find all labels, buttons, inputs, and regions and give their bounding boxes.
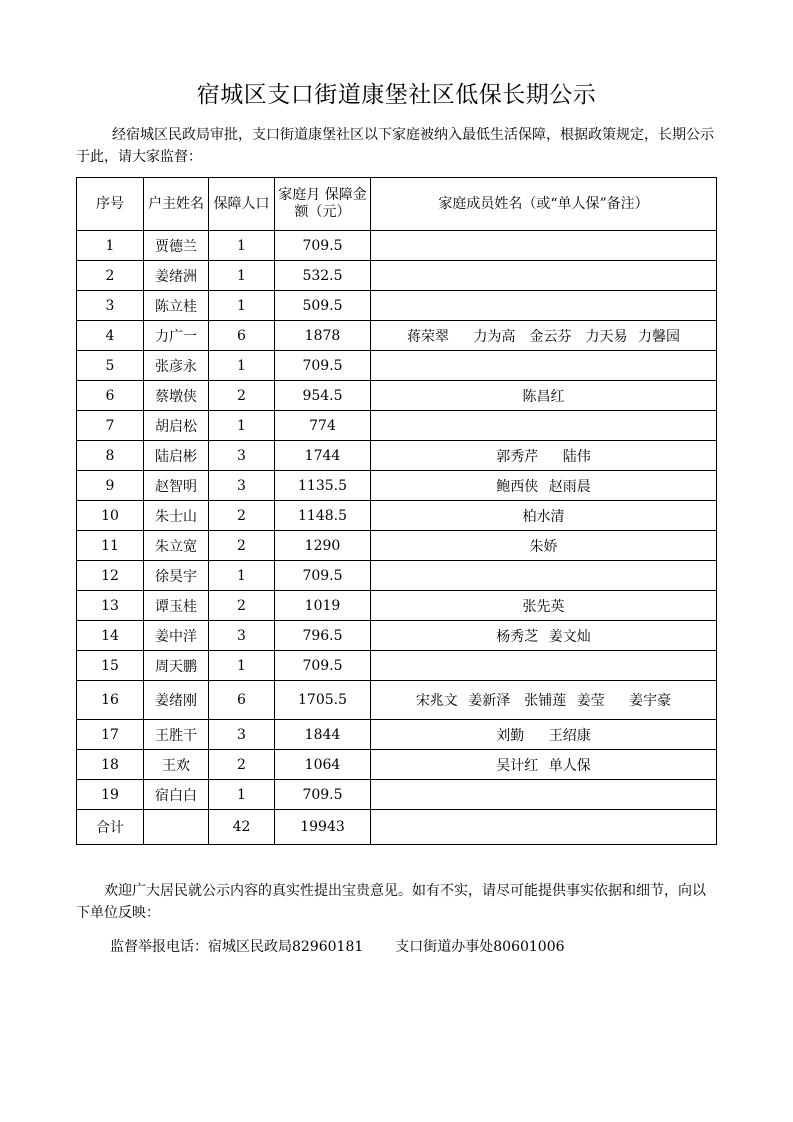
- cell-family-members: 陈昌红: [371, 381, 717, 411]
- cell-family-members: 宋兆文 姜新泽 张铺莲 姜莹 姜宇豪: [371, 681, 717, 720]
- cell-covered-count: 1: [209, 231, 275, 261]
- allowance-table: [76, 177, 717, 845]
- cell-covered-count: 1: [209, 411, 275, 441]
- cell-family-members: 柏水清: [371, 501, 717, 531]
- cell-monthly-amount: 1148.5: [275, 501, 371, 531]
- table-row: [77, 750, 717, 780]
- cell-family-members: [371, 351, 717, 381]
- cell-monthly-amount: 709.5: [275, 780, 371, 810]
- total-family-members: [371, 810, 717, 845]
- cell-family-members: [371, 231, 717, 261]
- cell-covered-count: 1: [209, 780, 275, 810]
- cell-head-name: 胡启松: [144, 411, 209, 441]
- cell-family-members: 刘勤 王绍康: [371, 720, 717, 750]
- cell-seq: 4: [77, 321, 144, 351]
- cell-head-name: 蔡墩侠: [144, 381, 209, 411]
- total-covered-count: 42: [209, 810, 275, 845]
- cell-family-members: [371, 780, 717, 810]
- cell-monthly-amount: 709.5: [275, 351, 371, 381]
- cell-family-members: 朱娇: [371, 531, 717, 561]
- cell-covered-count: 3: [209, 621, 275, 651]
- cell-family-members: 郭秀芹 陆伟: [371, 441, 717, 471]
- table-row: [77, 651, 717, 681]
- cell-family-members: [371, 261, 717, 291]
- cell-monthly-amount: 1019: [275, 591, 371, 621]
- cell-covered-count: 6: [209, 681, 275, 720]
- cell-head-name: 陈立桂: [144, 291, 209, 321]
- cell-seq: 2: [77, 261, 144, 291]
- cell-head-name: 姜绪洲: [144, 261, 209, 291]
- cell-family-members: 杨秀芝 姜文灿: [371, 621, 717, 651]
- table-row: [77, 381, 717, 411]
- cell-covered-count: 2: [209, 750, 275, 780]
- cell-covered-count: 1: [209, 351, 275, 381]
- cell-head-name: 姜绪刚: [144, 681, 209, 720]
- table-row: [77, 291, 717, 321]
- cell-head-name: 赵智明: [144, 471, 209, 501]
- cell-monthly-amount: 709.5: [275, 561, 371, 591]
- table-row: [77, 720, 717, 750]
- header-monthly-amount: 家庭月 保障金额（元）: [275, 178, 371, 231]
- cell-monthly-amount: 774: [275, 411, 371, 441]
- cell-seq: 13: [77, 591, 144, 621]
- cell-family-members: 张先英: [371, 591, 717, 621]
- cell-head-name: 周天鹏: [144, 651, 209, 681]
- cell-seq: 18: [77, 750, 144, 780]
- cell-family-members: 蒋荣翠 力为高 金云芬 力天易 力馨园: [371, 321, 717, 351]
- street-office-name: 支口街道办事处: [395, 939, 494, 955]
- table-row: [77, 621, 717, 651]
- cell-seq: 5: [77, 351, 144, 381]
- table-total-row: [77, 810, 717, 845]
- cell-head-name: 贾德兰: [144, 231, 209, 261]
- header-seq: 序号: [77, 178, 144, 231]
- cell-family-members: 鲍西侠 赵雨晨: [371, 471, 717, 501]
- cell-seq: 1: [77, 231, 144, 261]
- cell-covered-count: 3: [209, 441, 275, 471]
- cell-family-members: 吴计红 单人保: [371, 750, 717, 780]
- intro-paragraph: 经宿城区民政局审批，支口街道康堡社区以下家庭被纳入最低生活保障，根据政策规定，长期公示于此，请大家监督：: [76, 127, 714, 165]
- table-row: [77, 591, 717, 621]
- cell-monthly-amount: 796.5: [275, 621, 371, 651]
- cell-head-name: 力广一: [144, 321, 209, 351]
- contact-line: [110, 936, 565, 956]
- cell-seq: 16: [77, 681, 144, 720]
- cell-seq: 10: [77, 501, 144, 531]
- civil-affairs-name: 宿城区民政局: [208, 939, 292, 955]
- cell-head-name: 王胜干: [144, 720, 209, 750]
- civil-affairs-phone: 82960181: [292, 939, 364, 955]
- cell-head-name: 徐昊宇: [144, 561, 209, 591]
- cell-monthly-amount: 1135.5: [275, 471, 371, 501]
- cell-monthly-amount: 709.5: [275, 231, 371, 261]
- cell-head-name: 谭玉桂: [144, 591, 209, 621]
- cell-covered-count: 3: [209, 471, 275, 501]
- table-row: [77, 471, 717, 501]
- table-row: [77, 501, 717, 531]
- total-monthly-amount: 19943: [275, 810, 371, 845]
- cell-covered-count: 1: [209, 291, 275, 321]
- total-head-name: [144, 810, 209, 845]
- cell-seq: 12: [77, 561, 144, 591]
- header-family-members: 家庭成员姓名（或“单人保”备注）: [371, 178, 717, 231]
- cell-monthly-amount: 1744: [275, 441, 371, 471]
- cell-seq: 8: [77, 441, 144, 471]
- cell-family-members: [371, 291, 717, 321]
- header-head-name: 户主姓名: [144, 178, 209, 231]
- cell-monthly-amount: 532.5: [275, 261, 371, 291]
- cell-covered-count: 6: [209, 321, 275, 351]
- page-title: 宿城区支口街道康堡社区低保长期公示: [196, 82, 597, 108]
- table-row: [77, 531, 717, 561]
- cell-head-name: 宿白白: [144, 780, 209, 810]
- feedback-paragraph: 欢迎广大居民就公示内容的真实性提出宝贵意见。如有不实，请尽可能提供事实依据和细节，向以下单位反映：: [76, 883, 706, 921]
- cell-seq: 19: [77, 780, 144, 810]
- table-row: [77, 321, 717, 351]
- cell-seq: 17: [77, 720, 144, 750]
- cell-family-members: [371, 561, 717, 591]
- table-row: [77, 411, 717, 441]
- cell-monthly-amount: 1290: [275, 531, 371, 561]
- cell-head-name: 姜中洋: [144, 621, 209, 651]
- cell-monthly-amount: 1064: [275, 750, 371, 780]
- cell-head-name: 朱立宽: [144, 531, 209, 561]
- cell-monthly-amount: 509.5: [275, 291, 371, 321]
- cell-monthly-amount: 1705.5: [275, 681, 371, 720]
- contact-label: 监督举报电话：: [110, 939, 208, 955]
- cell-covered-count: 2: [209, 381, 275, 411]
- cell-seq: 11: [77, 531, 144, 561]
- cell-seq: 14: [77, 621, 144, 651]
- cell-seq: 3: [77, 291, 144, 321]
- cell-family-members: [371, 651, 717, 681]
- cell-head-name: 张彦永: [144, 351, 209, 381]
- table-row: [77, 261, 717, 291]
- table-row: [77, 780, 717, 810]
- table-row: [77, 231, 717, 261]
- cell-covered-count: 2: [209, 531, 275, 561]
- cell-family-members: [371, 411, 717, 441]
- header-covered-count: 保障人口: [209, 178, 275, 231]
- cell-seq: 6: [77, 381, 144, 411]
- table-row: [77, 441, 717, 471]
- cell-covered-count: 1: [209, 561, 275, 591]
- cell-monthly-amount: 1878: [275, 321, 371, 351]
- table-header-row: [77, 178, 717, 231]
- cell-monthly-amount: 1844: [275, 720, 371, 750]
- total-label: 合计: [77, 810, 144, 845]
- cell-monthly-amount: 954.5: [275, 381, 371, 411]
- street-office-phone: 80601006: [493, 939, 565, 955]
- cell-head-name: 王欢: [144, 750, 209, 780]
- table-row: [77, 351, 717, 381]
- cell-seq: 15: [77, 651, 144, 681]
- cell-covered-count: 2: [209, 591, 275, 621]
- cell-covered-count: 3: [209, 720, 275, 750]
- table-row: [77, 681, 717, 720]
- cell-covered-count: 1: [209, 261, 275, 291]
- cell-monthly-amount: 709.5: [275, 651, 371, 681]
- cell-head-name: 朱士山: [144, 501, 209, 531]
- cell-seq: 9: [77, 471, 144, 501]
- cell-seq: 7: [77, 411, 144, 441]
- table-row: [77, 561, 717, 591]
- cell-covered-count: 1: [209, 651, 275, 681]
- cell-covered-count: 2: [209, 501, 275, 531]
- cell-head-name: 陆启彬: [144, 441, 209, 471]
